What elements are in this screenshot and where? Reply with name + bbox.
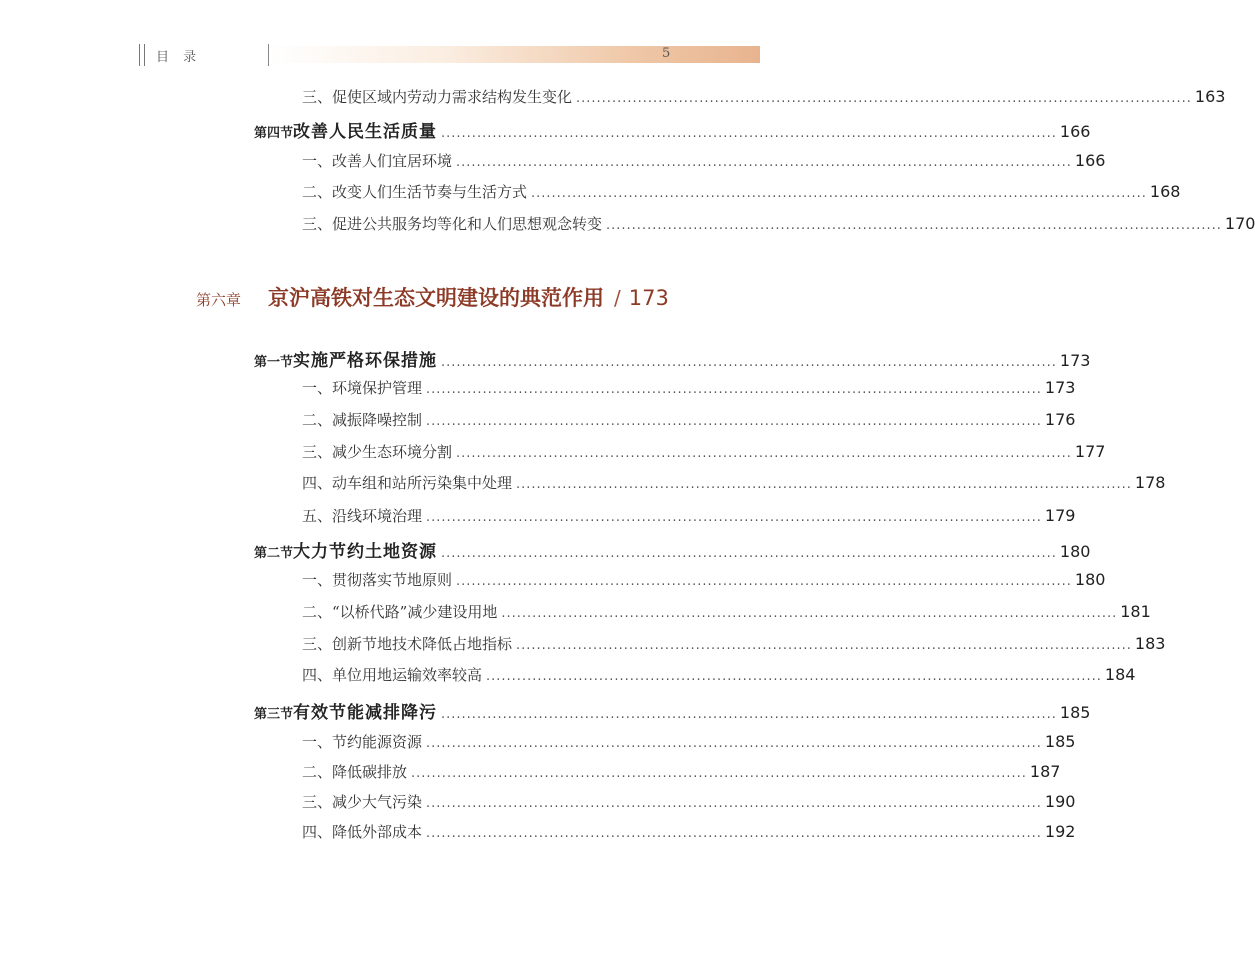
toc-page-number: 183 — [1134, 634, 1166, 653]
toc-item-title: 三、创新节地技术降低占地指标 — [302, 635, 513, 653]
section-label: 第三节 — [254, 707, 294, 722]
toc-item[interactable] — [302, 86, 1226, 107]
toc-item-title: 三、减少生态环境分割 — [302, 443, 453, 461]
section-title: 实施严格环保措施 — [293, 351, 438, 371]
chapter-heading[interactable] — [196, 282, 676, 312]
toc-item[interactable] — [302, 791, 1076, 812]
toc-item-title: 二、降低碳排放 — [302, 763, 408, 781]
section-label: 第四节 — [254, 126, 294, 141]
chapter-slash: / — [614, 286, 621, 310]
toc-item[interactable] — [302, 664, 1136, 685]
toc-page-number: 184 — [1104, 665, 1136, 684]
dot-leader: ........................................................................................................................ — [606, 218, 1222, 233]
header-title: 目 录 — [156, 50, 202, 65]
toc-item-title: 五、沿线环境治理 — [302, 507, 423, 525]
toc-item[interactable] — [302, 821, 1076, 842]
toc-page-number: 163 — [1194, 87, 1226, 106]
toc-item-title: 二、改变人们生活节奏与生活方式 — [302, 183, 528, 201]
dot-leader: ........................................................................................................................ — [516, 477, 1132, 492]
toc-item[interactable] — [302, 181, 1181, 202]
section-label: 第一节 — [254, 355, 294, 370]
toc-item-title: 四、动车组和站所污染集中处理 — [302, 474, 513, 492]
toc-page-number: 173 — [1044, 378, 1076, 397]
dot-leader: ........................................................................................................................ — [576, 91, 1192, 106]
dot-leader: ........................................................................................................................ — [531, 186, 1147, 201]
toc-item[interactable] — [302, 213, 1255, 234]
toc-page-number: 181 — [1120, 602, 1151, 621]
toc-page-number: 176 — [1044, 410, 1076, 429]
dot-leader: ........................................................................................................................ — [441, 707, 1057, 722]
chapter-page-number: 173 — [628, 286, 669, 310]
section-label: 第二节 — [254, 546, 294, 561]
dot-leader: ........................................................................................................................ — [456, 574, 1072, 589]
toc-page-number: 166 — [1074, 151, 1106, 170]
dot-leader: ........................................................................................................................ — [426, 736, 1042, 751]
toc-page-number: 177 — [1074, 442, 1106, 461]
toc-page-number: 190 — [1044, 792, 1076, 811]
toc-item[interactable] — [302, 569, 1106, 590]
toc-page-number: 179 — [1044, 506, 1076, 525]
toc-section[interactable] — [254, 698, 1091, 723]
toc-item[interactable] — [302, 731, 1076, 752]
toc-item-title: 二、减振降噪控制 — [302, 411, 423, 429]
toc-item-title: 一、节约能源资源 — [302, 733, 423, 751]
dot-leader: ........................................................................................................................ — [441, 546, 1057, 561]
toc-item-title: 二、“以桥代路”减少建设用地 — [302, 603, 498, 621]
toc-item-title: 一、改善人们宜居环境 — [302, 152, 453, 170]
dot-leader: ........................................................................................................................ — [441, 355, 1057, 370]
dot-leader: ........................................................................................................................ — [501, 606, 1118, 621]
toc-page-number: 166 — [1059, 122, 1091, 141]
toc-section[interactable] — [254, 537, 1091, 562]
dot-leader: ........................................................................................................................ — [456, 155, 1072, 170]
chapter-title: 京沪高铁对生态文明建设的典范作用 — [268, 285, 604, 310]
toc-item[interactable] — [302, 150, 1106, 171]
toc-page-number: 168 — [1149, 182, 1181, 201]
dot-leader: ........................................................................................................................ — [456, 446, 1072, 461]
toc-section[interactable] — [254, 346, 1091, 371]
header-gradient-band — [269, 46, 760, 63]
header-page-number: 5 — [662, 46, 671, 61]
section-title: 有效节能减排降污 — [293, 703, 438, 723]
toc-page-number: 185 — [1044, 732, 1076, 751]
toc-item[interactable] — [302, 377, 1076, 398]
toc-item-title: 三、减少大气污染 — [302, 793, 423, 811]
toc-page-number: 185 — [1059, 703, 1091, 722]
running-header — [136, 44, 760, 66]
toc-page-number: 178 — [1134, 473, 1166, 492]
toc-page-number: 187 — [1029, 762, 1061, 781]
toc-item[interactable] — [302, 472, 1166, 493]
toc-page-number: 170 — [1224, 214, 1255, 233]
toc-item-title: 四、降低外部成本 — [302, 823, 423, 841]
dot-leader: ........................................................................................................................ — [441, 126, 1057, 141]
chapter-label: 第六章 — [196, 291, 242, 309]
dot-leader: ........................................................................................................................ — [411, 766, 1027, 781]
dot-leader: ........................................................................................................................ — [516, 638, 1132, 653]
toc-item[interactable] — [302, 409, 1076, 430]
toc-item-title: 三、促进公共服务均等化和人们思想观念转变 — [302, 215, 603, 233]
toc-item[interactable] — [302, 441, 1106, 462]
dot-leader: ........................................................................................................................ — [486, 669, 1102, 684]
dot-leader: ........................................................................................................................ — [426, 826, 1042, 841]
header-double-bar — [136, 44, 148, 66]
toc-page-number: 192 — [1044, 822, 1076, 841]
toc-item[interactable] — [302, 505, 1076, 526]
toc-item[interactable] — [302, 601, 1151, 622]
toc-item-title: 一、环境保护管理 — [302, 379, 423, 397]
toc-item[interactable] — [302, 633, 1166, 654]
toc-item-title: 一、贯彻落实节地原则 — [302, 571, 453, 589]
toc-item-title: 三、促使区域内劳动力需求结构发生变化 — [302, 88, 573, 106]
section-title: 改善人民生活质量 — [293, 122, 438, 142]
dot-leader: ........................................................................................................................ — [426, 796, 1042, 811]
dot-leader: ........................................................................................................................ — [426, 510, 1042, 525]
toc-item-title: 四、单位用地运输效率较高 — [302, 666, 483, 684]
toc-item[interactable] — [302, 761, 1061, 782]
toc-page-number: 180 — [1074, 570, 1106, 589]
toc-section[interactable] — [254, 117, 1091, 142]
dot-leader: ........................................................................................................................ — [426, 414, 1042, 429]
section-title: 大力节约土地资源 — [293, 542, 438, 562]
toc-page-number: 180 — [1059, 542, 1091, 561]
dot-leader: ........................................................................................................................ — [426, 382, 1042, 397]
toc-page-number: 173 — [1059, 351, 1091, 370]
